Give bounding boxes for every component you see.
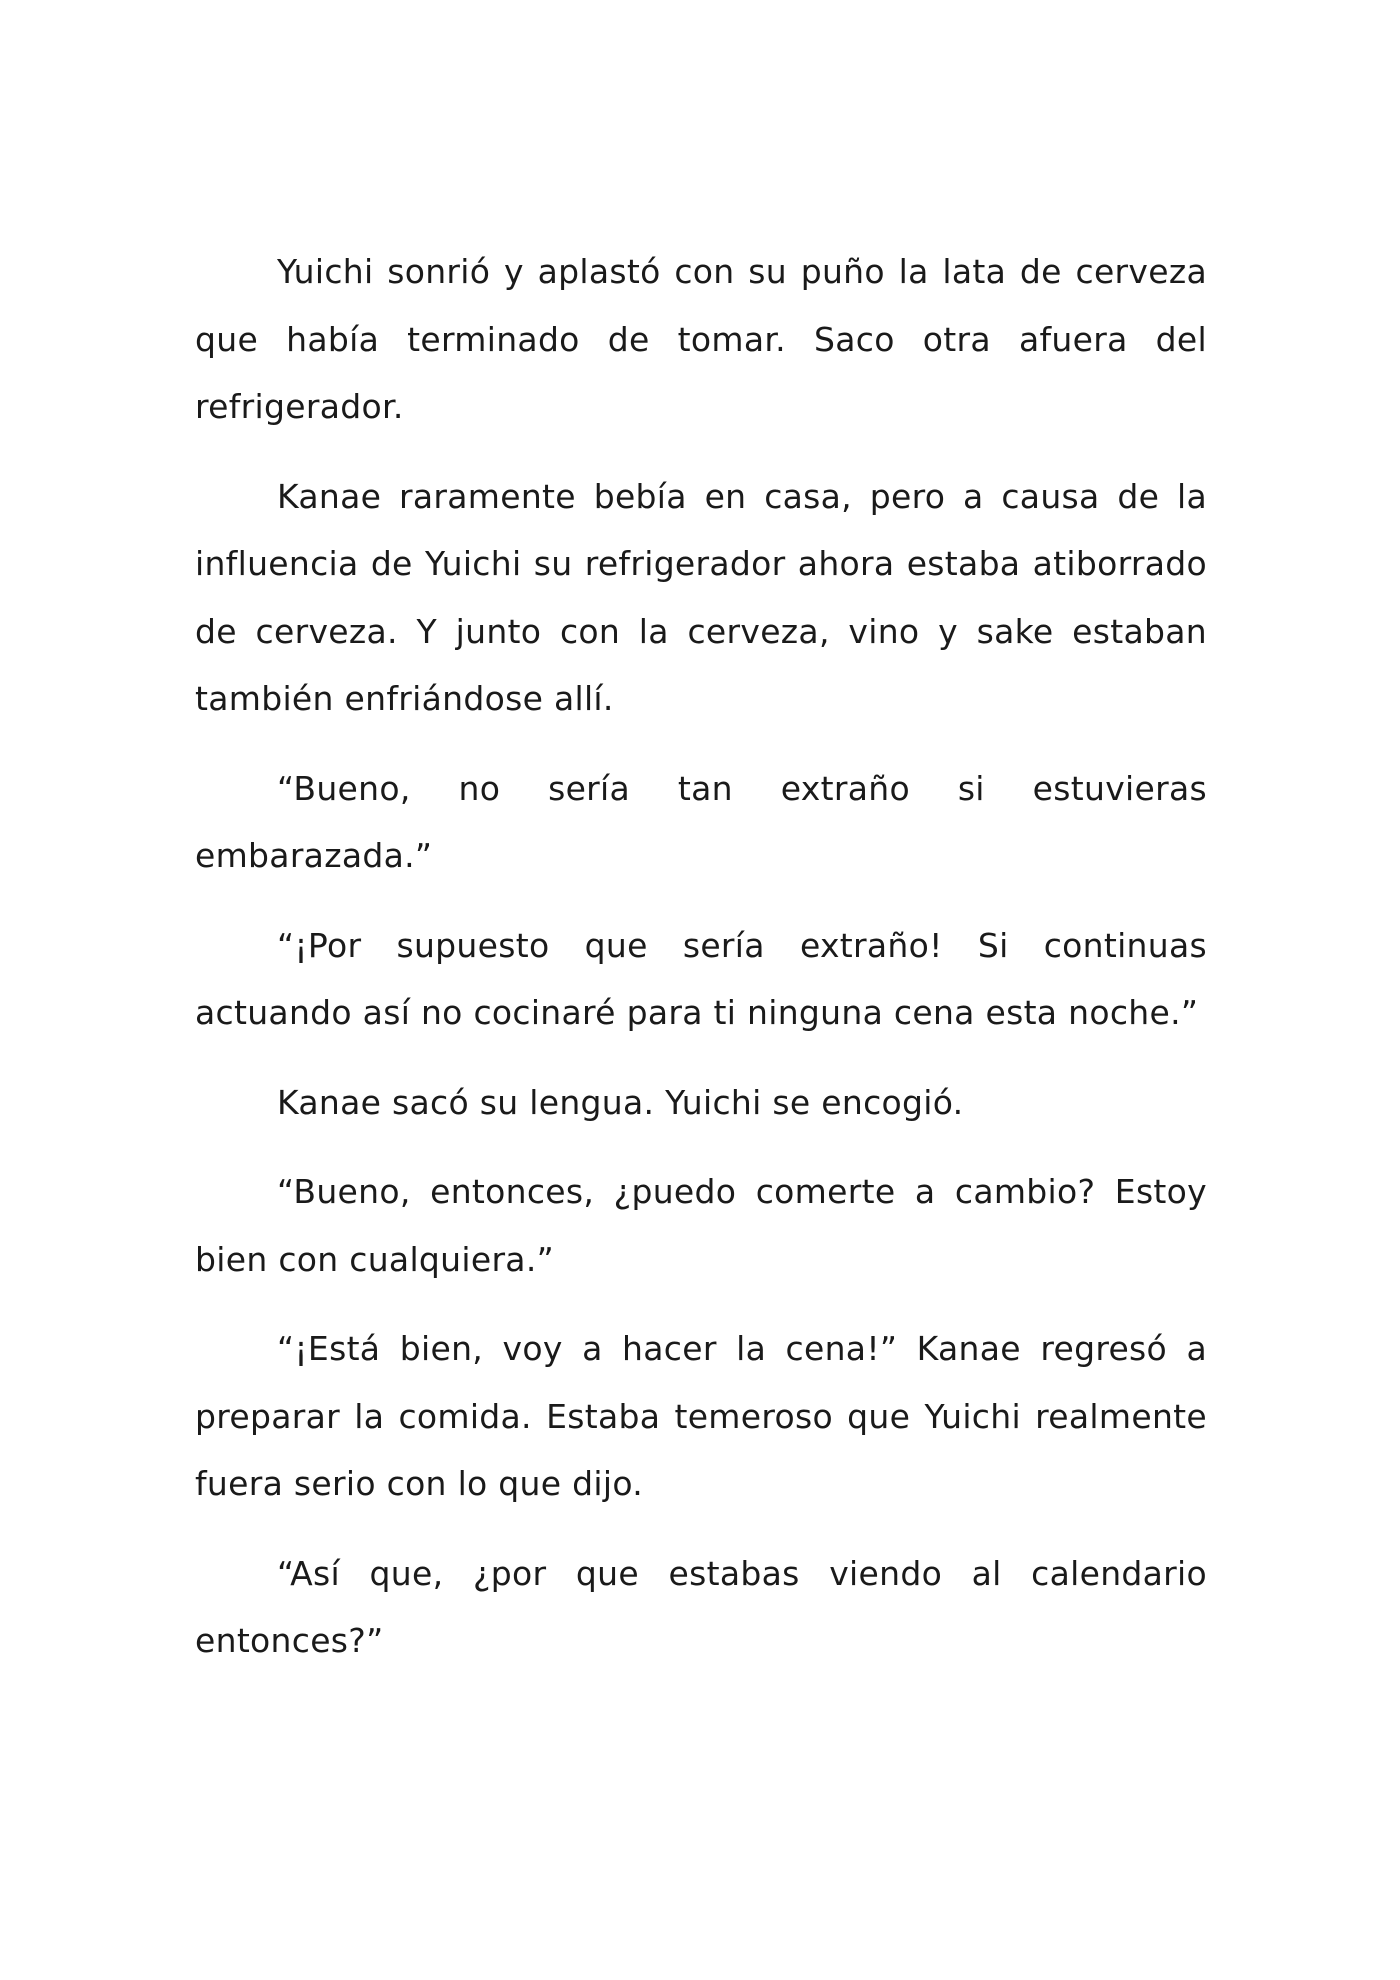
paragraph-1: Yuichi sonrió y aplastó con su puño la lata de cerveza que había terminado de tomar. Saco otra afuera del refrigerador.	[195, 252, 1207, 426]
paragraph-5: Kanae sacó su lengua. Yuichi se encogió.	[277, 1082, 964, 1122]
paragraph-4: “¡Por supuesto que sería extraño! Si continuas actuando así no cocinaré para ti ninguna cena esta noche.”	[195, 925, 1207, 1032]
paragraph-6: “Bueno, entonces, ¿puedo comerte a cambio? Estoy bien con cualquiera.”	[195, 1172, 1207, 1279]
paragraph-8: “Así que, ¿por que estabas viendo al calendario entonces?”	[195, 1553, 1207, 1660]
paragraph-7: “¡Está bien, voy a hacer la cena!” Kanae regresó a preparar la comida. Estaba temeroso que Yuichi realmente fuera serio con lo que dijo.	[195, 1329, 1207, 1503]
body-text	[195, 238, 1207, 1697]
paragraph-3: “Bueno, no sería tan extraño si estuvieras embarazada.”	[195, 768, 1207, 875]
paragraph-2: Kanae raramente bebía en casa, pero a causa de la influencia de Yuichi su refrigerador ahora estaba atiborrado de cerveza. Y junto con la cerveza, vino y sake estaban también enfriándose allí.	[195, 476, 1207, 718]
